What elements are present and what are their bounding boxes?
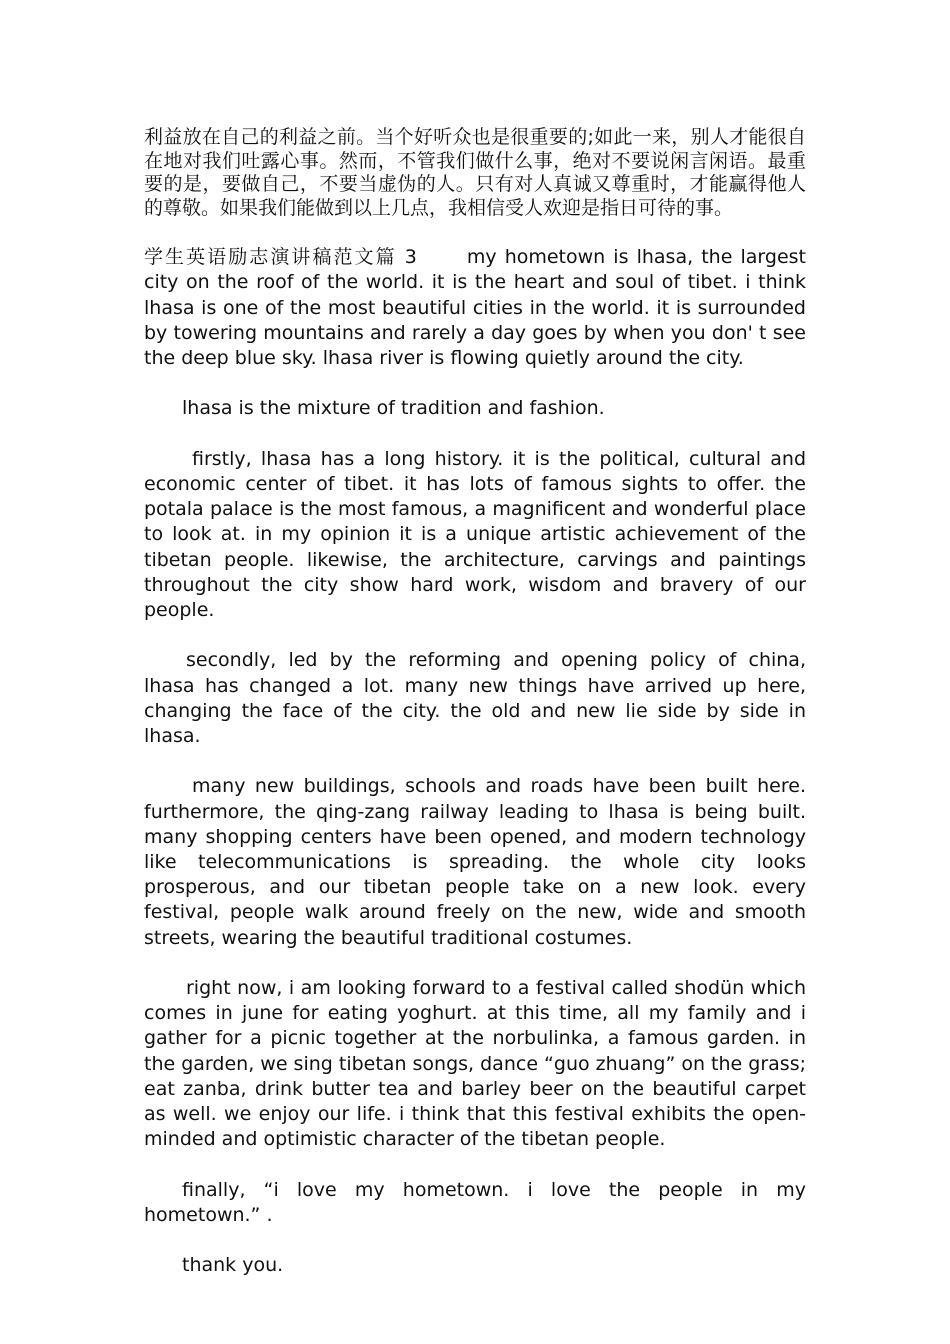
paragraph-spacer xyxy=(144,951,806,976)
speech-paragraph-mixture: lhasa is the mixture of tradition and fashion. xyxy=(182,397,605,420)
chinese-paragraph: 利益放在自己的利益之前。当个好听众也是很重要的;如此一来，别人才能很自在地对我们吐露心事。然而，不管我们做什么事，绝对不要说闲言闲语。最重要的是，要做自己，不要当虚伪的人。只有对人真诚又尊重时，才能赢得他人的尊敬。如果我们能做到以上几点，我相信受人欢迎是指日可待的事。 xyxy=(144,126,806,219)
intro-text: my hometown is lhasa, the largest city on the roof of the world. it is the heart and soul of tibet. i think lhasa is one of the most beautiful cities in the world. it is surrounded by towering mountains and rarely a day goes by when you don' t see the deep blue sky. lhasa river is flowing quietly around the city. xyxy=(144,246,806,369)
speech-paragraph-change: secondly, led by the reforming and opening policy of china, lhasa has changed a lot. many new things have arrived up here, changing the face of the city. the old and new lie side by side in lhasa. xyxy=(144,649,806,747)
paragraph-spacer xyxy=(144,220,806,245)
speech-paragraph-festival: right now, i am looking forward to a festival called shodün which comes in june for eating yoghurt. at this time, all my family and i gather for a picnic together at the norbulinka, a famous garden. in the garden, we sing tibetan songs, dance “guo zhuang” on the grass; eat zanba, drink butter tea and barley beer on the beautiful carpet as well. we enjoy our life. i think that this festival exhibits the open-minded and optimistic character of the tibetan people. xyxy=(144,977,806,1151)
paragraph-spacer xyxy=(144,1228,806,1253)
speech-paragraph-thanks: thank you. xyxy=(182,1254,284,1277)
paragraph-spacer xyxy=(144,422,806,447)
section-heading: 学生英语励志演讲稿范文篇 3 xyxy=(144,246,417,269)
speech-paragraph-history: firstly, lhasa has a long history. it is the political, cultural and economic center of tibet. it has lots of famous sights to offer. the potala palace is the most famous, a magnificent and wonderful place to look at. in my opinion it is a unique artistic achievement of the tibetan people. likewise, the architecture, carvings and paintings throughout the city show hard work, wisdom and bravery of our people. xyxy=(144,447,806,621)
speech-paragraph-finally: finally, “i love my hometown. i love the people in my hometown.” . xyxy=(144,1178,806,1226)
paragraph-spacer xyxy=(144,1152,806,1177)
paragraph-spacer xyxy=(144,749,806,774)
speech-paragraph-intro xyxy=(144,245,806,371)
document-body xyxy=(144,126,806,1278)
paragraph-spacer xyxy=(144,371,806,396)
paragraph-spacer xyxy=(144,623,806,648)
speech-paragraph-buildings: many new buildings, schools and roads have been built here. furthermore, the qing-zang railway leading to lhasa is being built. many shopping centers have been opened, and modern technology like telecommunications is spreading. the whole city looks prosperous, and our tibetan people take on a new look. every festival, people walk around freely on the new, wide and smooth streets, wearing the beautiful traditional costumes. xyxy=(144,775,806,949)
